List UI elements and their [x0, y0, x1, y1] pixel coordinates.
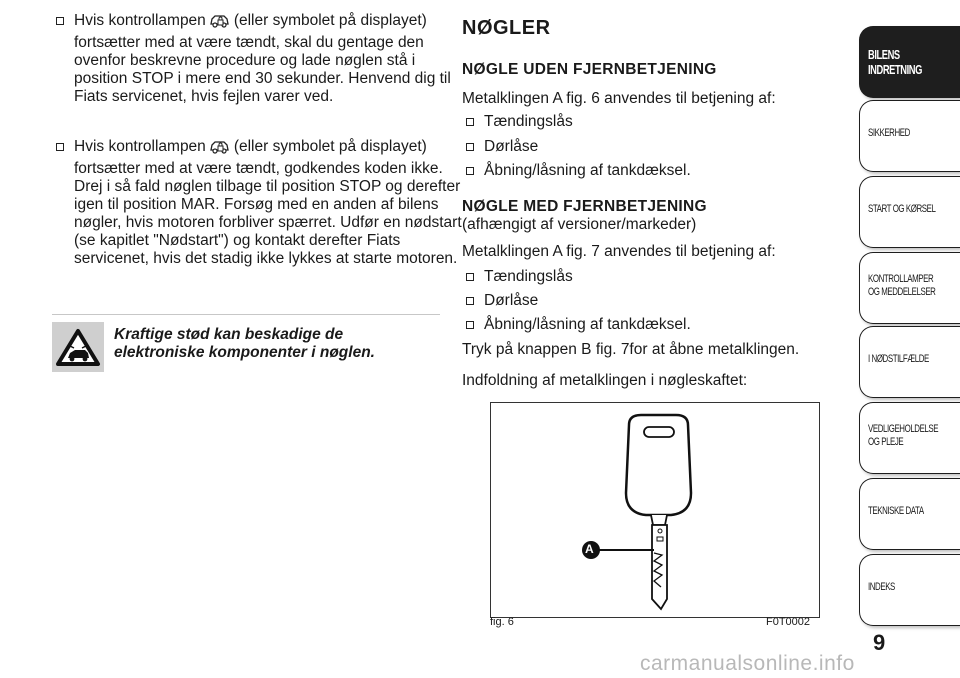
tab-start-og-korsel[interactable]: [859, 176, 960, 248]
tab-sikkerhed[interactable]: [859, 100, 960, 172]
heading-with-remote: NØGLE MED FJERNBETJENING: [462, 198, 707, 215]
list-item-label: Dørlåse: [484, 138, 539, 155]
list-item-label: Åbning/låsning af tankdæksel.: [484, 162, 691, 179]
bullet2-text-a: Hvis kontrollampen: [74, 138, 206, 155]
heading-without-remote: NØGLE UDEN FJERNBETJENING: [462, 61, 717, 78]
list-item-label: Tændingslås: [484, 268, 573, 285]
list-item-label: Tændingslås: [484, 113, 573, 130]
tab-label: VEDLIGEHOLDELSE OG PLEJE: [868, 423, 939, 448]
bullet1-text-a: Hvis kontrollampen: [74, 12, 206, 29]
square-bullet-icon: [466, 321, 474, 329]
tab-label: KONTROLLAMPER OG MEDDELELSER: [868, 273, 936, 298]
paragraph: Metalklingen A fig. 7 anvendes til betjening af:: [462, 243, 776, 260]
chapter-tabs: [859, 0, 960, 678]
list-item: [462, 113, 846, 131]
bullet2-text-b: (eller symbolet på displayet) fortsætter med at være tændt, godkendes koden ikke. Drej i så fald nøglen tilbage til position STOP og derefter igen til position MAR. Forsøg med en anden af bilens nøgler, hvis motoren forbliver spærret. Udfør en nødstart (se kapitlet "Nødstart") og kontakt derefter Fiats servicenet, hvis det stadig ikke lykkes at starte motoren.: [74, 138, 462, 267]
tab-label: BILENS INDRETNING: [868, 47, 922, 77]
tab-bilens-indretning[interactable]: [859, 26, 960, 98]
square-bullet-icon: [466, 143, 474, 151]
key-figure: [490, 402, 820, 618]
list-item: [462, 138, 846, 156]
list-item: [52, 138, 462, 268]
figure-caption: fig. 6: [490, 616, 514, 628]
car-lock-icon: [209, 12, 231, 34]
square-bullet-icon: [56, 17, 64, 25]
square-bullet-icon: [466, 167, 474, 175]
tab-vedligeholdelse[interactable]: [859, 402, 960, 474]
tab-i-nodstilfaelde[interactable]: [859, 326, 960, 398]
list-item-label: Dørlåse: [484, 292, 539, 309]
paragraph: Tryk på knappen B fig. 7for at åbne metalklingen.: [462, 341, 800, 358]
paragraph: Metalklingen A fig. 6 anvendes til betjening af:: [462, 90, 776, 107]
divider: [52, 314, 440, 315]
tab-tekniske-data[interactable]: [859, 478, 960, 550]
bullet1-text-b: (eller symbolet på displayet) fortsætter med at være tændt, skal du gentage den ovenfor beskrevne procedure og lade nøglen stå i position STOP i mere end 30 sekunder. Henvend dig til Fiats servicenet, hvis fejlen varer ved.: [74, 12, 451, 105]
list-item-label: Åbning/låsning af tankdæksel.: [484, 316, 691, 333]
heading-subtitle: (afhængigt af versioner/markeder): [462, 216, 697, 233]
warning-triangle-car-icon: [52, 322, 104, 372]
warning-text: Kraftige stød kan beskadige de elektroniske komponenter i nøglen.: [114, 326, 375, 361]
tab-label: I NØDSTILFÆLDE: [868, 353, 929, 365]
square-bullet-icon: [466, 273, 474, 281]
list-item: [462, 162, 846, 180]
square-bullet-icon: [466, 297, 474, 305]
tab-label: SIKKERHED: [868, 127, 910, 139]
list-item: [462, 292, 846, 310]
square-bullet-icon: [466, 118, 474, 126]
section-title: NØGLER: [462, 17, 551, 39]
callout-label-a: A: [585, 542, 594, 556]
tab-label: INDEKS: [868, 581, 895, 593]
figure-code: F0T0002: [766, 616, 811, 628]
page-number: 9: [873, 630, 886, 655]
list-item: [52, 12, 462, 106]
paragraph: Indfoldning af metalklingen i nøgleskaftet:: [462, 372, 748, 389]
tab-label: START OG KØRSEL: [868, 203, 936, 215]
tab-label: TEKNISKE DATA: [868, 505, 924, 517]
list-item: [462, 268, 846, 286]
watermark: carmanualsonline.info: [640, 652, 855, 675]
list-item: [462, 316, 846, 334]
car-lock-icon: [209, 138, 231, 160]
tab-indeks[interactable]: [859, 554, 960, 626]
tab-kontrollamper[interactable]: [859, 252, 960, 324]
square-bullet-icon: [56, 143, 64, 151]
